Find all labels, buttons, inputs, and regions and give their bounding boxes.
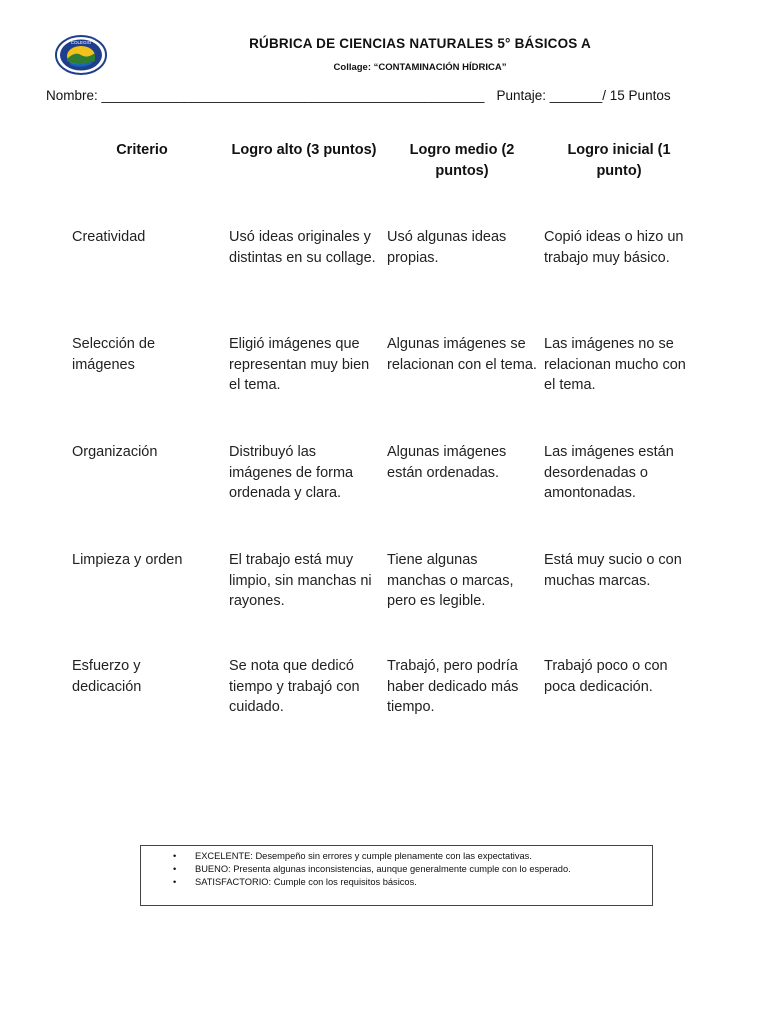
criterion-label: Organización <box>72 444 158 460</box>
header-logro-medio: Logro medio (2 puntos) <box>409 142 515 179</box>
legend-item: • EXCELENTE: Desempeño sin errores y cumple plenamente con las expectativas. <box>173 851 532 861</box>
rubric-cell: Eligió imágenes que representan muy bien el tema. <box>229 336 370 393</box>
header-criterio: Criterio <box>116 142 168 158</box>
performance-legend <box>140 845 653 906</box>
name-score-line <box>46 88 736 103</box>
header-logro-inicial: Logro inicial (1 punto) <box>567 142 671 179</box>
rubric-cell: Se nota que dedicó tiempo y trabajó con cuidado. <box>229 658 360 715</box>
document-subtitle: Collage: “CONTAMINACIÓN HÍDRICA” <box>333 62 507 73</box>
rubric-cell: Algunas imágenes están ordenadas. <box>387 444 507 481</box>
rubric-cell: Tiene algunas manchas o marcas, pero es legible. <box>387 552 514 609</box>
score-field-label[interactable]: Puntaje: _______/ 15 Puntos <box>496 88 671 103</box>
document-title: RÚBRICA DE CIENCIAS NATURALES 5° BÁSICOS A <box>249 36 591 51</box>
criterion-label: Creatividad <box>72 229 146 245</box>
criterion-label: Esfuerzo y dedicación <box>72 658 142 695</box>
rubric-cell: Las imágenes no se relacionan mucho con el tema. <box>544 336 686 393</box>
rubric-cell: Algunas imágenes se relacionan con el tema. <box>387 336 537 373</box>
rubric-cell: Trabajó, pero podría haber dedicado más tiempo. <box>387 658 519 715</box>
school-crest-icon <box>55 35 107 75</box>
rubric-cell: Trabajó poco o con poca dedicación. <box>544 658 668 695</box>
criterion-label: Selección de imágenes <box>72 336 156 373</box>
rubric-cell: Las imágenes están desordenadas o amontonadas. <box>544 444 674 501</box>
rubric-cell: El trabajo está muy limpio, sin manchas ni rayones. <box>229 552 372 609</box>
rubric-cell: Distribuyó las imágenes de forma ordenada y clara. <box>229 444 354 501</box>
rubric-cell: Copió ideas o hizo un trabajo muy básico. <box>544 229 684 266</box>
bullet-icon: • <box>173 851 177 861</box>
rubric-cell: Usó algunas ideas propias. <box>387 229 507 266</box>
header-logro-alto: Logro alto (3 puntos) <box>231 142 377 158</box>
legend-item: • SATISFACTORIO: Cumple con los requisitos básicos. <box>173 877 417 887</box>
svg-text:COLEGIO: COLEGIO <box>70 40 92 45</box>
bullet-icon: • <box>173 877 177 887</box>
bullet-icon: • <box>173 864 177 874</box>
rubric-cell: Está muy sucio o con muchas marcas. <box>544 552 682 589</box>
legend-item: • BUENO: Presenta algunas inconsistencias, aunque generalmente cumple con lo esperado. <box>173 864 571 874</box>
rubric-cell: Usó ideas originales y distintas en su collage. <box>229 229 376 266</box>
criterion-label: Limpieza y orden <box>72 552 183 568</box>
name-field-label[interactable]: Nombre: ___________________________________________________ <box>46 88 485 103</box>
